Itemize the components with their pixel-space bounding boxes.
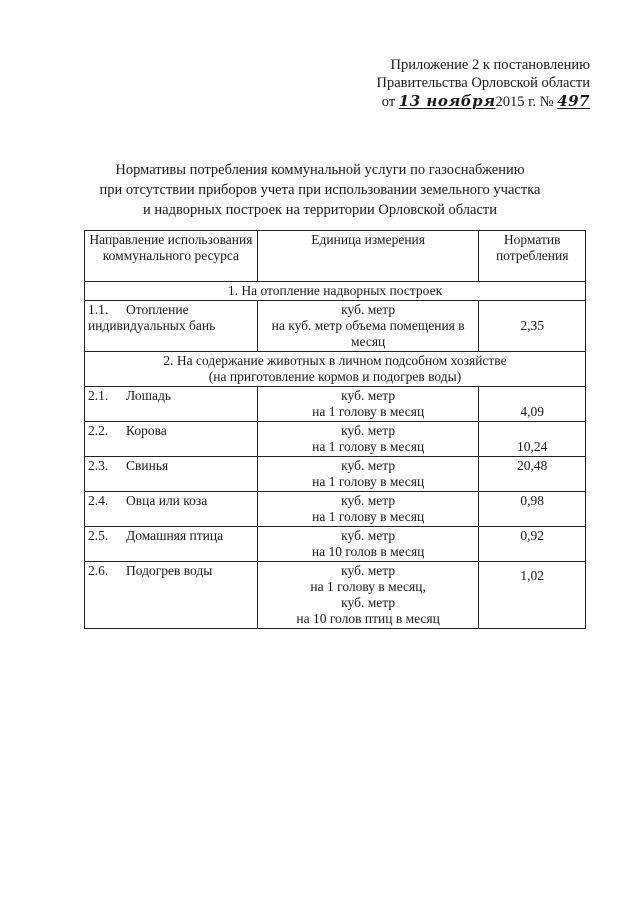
- unit-line: куб. метр: [341, 388, 396, 403]
- row-unit-cell: [257, 527, 479, 562]
- section-2-line-2: (на приготовление кормов и подогрев воды): [208, 369, 462, 384]
- unit-line: на 1 голову в месяц: [312, 509, 425, 524]
- row-value: 2,35: [479, 301, 586, 352]
- row-number: 2.2.: [88, 423, 109, 438]
- row-value: 0,92: [479, 527, 586, 562]
- table-row: [85, 387, 586, 422]
- section-1-title: 1. На отопление надворных построек: [85, 282, 586, 301]
- table-row: [85, 527, 586, 562]
- row-number: 2.6.: [88, 563, 109, 578]
- handwritten-number: 497: [557, 92, 590, 110]
- row-value: 1,02: [479, 562, 586, 629]
- header-norm: Норматив потребления: [479, 231, 586, 282]
- row-name-cell: [85, 527, 258, 562]
- table-row: [85, 422, 586, 457]
- row-name: Овца или коза: [126, 493, 208, 508]
- section-2-line-1: 2. На содержание животных в личном подсобном хозяйстве: [163, 353, 507, 368]
- row-value: 20,48: [479, 457, 586, 492]
- header-unit: Единица измерения: [257, 231, 479, 282]
- unit-line: куб. метр: [341, 595, 396, 610]
- document-title: [70, 160, 570, 220]
- unit-line: на 1 голову в месяц: [312, 404, 425, 419]
- row-number: 1.1.: [88, 302, 109, 317]
- row-unit-cell: [257, 457, 479, 492]
- section-row-1: [85, 282, 586, 301]
- title-line-2: при отсутствии приборов учета при использовании земельного участка: [99, 182, 541, 198]
- row-value: 4,09: [479, 387, 586, 422]
- unit-line: куб. метр: [341, 423, 396, 438]
- unit-line: куб. метр: [341, 302, 396, 317]
- unit-line: куб. метр: [341, 563, 396, 578]
- row-name: Лошадь: [126, 388, 171, 403]
- appendix-line-1: Приложение 2 к постановлению: [390, 57, 590, 73]
- row-name: Домашняя птица: [126, 528, 224, 543]
- table-row: [85, 457, 586, 492]
- row-name-cell: [85, 422, 258, 457]
- row-name-cell: [85, 457, 258, 492]
- norms-table: [84, 230, 586, 629]
- unit-line: на 10 голов в месяц: [311, 544, 425, 559]
- row-name-cell: [85, 387, 258, 422]
- header-direction: Направление использования коммунального ресурса: [85, 231, 258, 282]
- appendix-year: 2015 г. №: [495, 94, 554, 110]
- appendix-from: от: [381, 94, 396, 110]
- row-name: Отопление индивидуальных бань: [88, 302, 216, 333]
- title-line-1: Нормативы потребления коммунальной услуги по газоснабжению: [115, 162, 525, 178]
- appendix-line-2: Правительства Орловской области: [376, 75, 590, 91]
- row-unit-cell: [257, 422, 479, 457]
- unit-line: на 1 голову в месяц: [312, 439, 425, 454]
- unit-line: куб. метр: [341, 528, 396, 543]
- table-row: [85, 492, 586, 527]
- section-row-2: [85, 352, 586, 387]
- row-name: Подогрев воды: [126, 563, 213, 578]
- row-name-cell: [85, 301, 258, 352]
- row-number: 2.4.: [88, 493, 109, 508]
- row-name: Свинья: [126, 458, 169, 473]
- unit-line: на 1 голову в месяц: [312, 474, 425, 489]
- handwritten-date: 13 ноября: [398, 92, 496, 110]
- row-number: 2.5.: [88, 528, 109, 543]
- title-line-3: и надворных построек на территории Орловской области: [143, 202, 497, 218]
- unit-line: на 10 голов птиц в месяц: [296, 611, 440, 626]
- row-unit-cell: [257, 562, 479, 629]
- unit-line: куб. метр: [341, 493, 396, 508]
- row-value: 10,24: [479, 422, 586, 457]
- row-name-cell: [85, 562, 258, 629]
- appendix-date-line: [350, 92, 590, 111]
- row-value: 0,98: [479, 492, 586, 527]
- appendix-header: [350, 56, 590, 111]
- table-row: [85, 301, 586, 352]
- table-row: [85, 562, 586, 629]
- row-unit-cell: [257, 492, 479, 527]
- unit-line: на 1 голову в месяц,: [310, 579, 426, 594]
- row-unit-cell: [257, 387, 479, 422]
- unit-line: куб. метр: [341, 458, 396, 473]
- row-name-cell: [85, 492, 258, 527]
- row-name: Корова: [126, 423, 167, 438]
- section-2-title: [85, 352, 586, 387]
- table-header-row: [85, 231, 586, 282]
- unit-line: на куб. метр объема помещения в месяц: [271, 318, 465, 349]
- row-number: 2.1.: [88, 388, 109, 403]
- row-unit-cell: [257, 301, 479, 352]
- row-number: 2.3.: [88, 458, 109, 473]
